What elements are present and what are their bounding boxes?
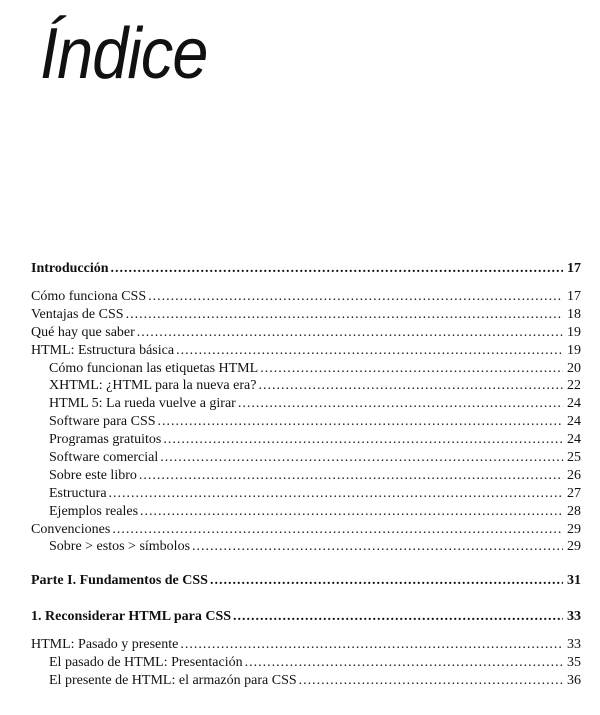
toc-entry-page: 29: [567, 539, 581, 555]
toc-entry-label: 1. Reconsiderar HTML para CSS: [31, 609, 232, 625]
dot-leader: [126, 306, 563, 324]
toc-entry-sobre-estos-simbolos: [31, 538, 581, 556]
dot-leader: [111, 258, 563, 280]
toc-entry-label: HTML: Pasado y presente: [31, 637, 179, 653]
toc-entry-page: 31: [567, 573, 581, 589]
toc-entry-page: 24: [567, 432, 581, 448]
toc-entry-page: 33: [567, 637, 581, 653]
toc-entry-label: Introducción: [31, 261, 109, 276]
toc-entry-label: El pasado de HTML: Presentación: [49, 655, 243, 671]
toc-entry-ventajas-de-css: [31, 306, 581, 324]
toc-entry-presente-de-html: [31, 672, 581, 690]
toc-entry-introduccion: [31, 258, 581, 280]
toc-entry-page: 25: [567, 450, 581, 466]
toc-entry-que-hay-que-saber: [31, 324, 581, 342]
toc-entry-label: Parte I. Fundamentos de CSS: [31, 573, 208, 589]
toc-entry-page: 19: [567, 324, 581, 340]
dot-leader: [233, 606, 563, 628]
toc-entry-ejemplos-reales: [31, 503, 581, 521]
toc-entry-label: Software para CSS: [49, 414, 156, 430]
dot-leader: [180, 636, 563, 654]
toc-entry-como-funcionan-las-etiquetas: [31, 360, 581, 378]
dot-leader: [139, 467, 563, 485]
toc-entry-label: El presente de HTML: el armazón para CSS: [49, 673, 297, 689]
dot-leader: [140, 503, 563, 521]
table-of-contents: [31, 258, 581, 690]
dot-leader: [260, 360, 563, 378]
toc-entry-sobre-este-libro: [31, 467, 581, 485]
toc-entry-page: 27: [567, 485, 581, 501]
toc-entry-label: Estructura: [49, 485, 107, 501]
dot-leader: [238, 395, 563, 413]
toc-entry-convenciones: [31, 521, 581, 539]
dot-leader: [112, 521, 563, 539]
dot-leader: [210, 570, 563, 592]
dot-leader: [148, 288, 563, 306]
toc-entry-label: Qué hay que saber: [31, 324, 135, 340]
dot-leader: [109, 485, 563, 503]
toc-entry-label: Programas gratuitos: [49, 432, 162, 448]
toc-entry-page: 17: [567, 261, 581, 276]
toc-entry-label: Ejemplos reales: [49, 503, 139, 519]
toc-entry-page: 24: [567, 396, 581, 412]
toc-entry-parte-i: [31, 570, 581, 592]
toc-entry-html5: [31, 395, 581, 413]
toc-entry-page: 29: [567, 521, 581, 537]
toc-entry-page: 19: [567, 342, 581, 358]
toc-entry-label: XHTML: ¿HTML para la nueva era?: [49, 378, 257, 394]
toc-entry-capitulo-1: [31, 606, 581, 628]
dot-leader: [258, 377, 563, 395]
toc-entry-label: Convenciones: [31, 521, 111, 537]
dot-leader: [137, 324, 563, 342]
toc-entry-label: Sobre este libro: [49, 467, 137, 483]
toc-entry-page: 26: [567, 467, 581, 483]
toc-entry-label: HTML: Estructura básica: [31, 342, 175, 358]
dot-leader: [163, 431, 563, 449]
toc-entry-page: 18: [567, 306, 581, 322]
toc-entry-html-pasado-y-presente: [31, 636, 581, 654]
toc-entry-page: 17: [567, 289, 581, 304]
toc-entry-page: 24: [567, 414, 581, 430]
toc-entry-page: 28: [567, 503, 581, 519]
dot-leader: [245, 654, 563, 672]
toc-entry-label: Sobre > estos > símbolos: [49, 539, 191, 555]
toc-entry-xhtml: [31, 377, 581, 395]
toc-entry-label: Cómo funcionan las etiquetas HTML: [49, 360, 259, 376]
dot-leader: [192, 538, 563, 556]
toc-entry-label: HTML 5: La rueda vuelve a girar: [49, 396, 236, 412]
toc-entry-label: Cómo funciona CSS: [31, 289, 147, 304]
dot-leader: [160, 449, 563, 467]
toc-entry-estructura: [31, 485, 581, 503]
toc-entry-label: Ventajas de CSS: [31, 306, 124, 322]
toc-entry-page: 22: [567, 378, 581, 394]
toc-entry-page: 35: [567, 655, 581, 671]
toc-entry-page: 33: [567, 609, 581, 625]
toc-entry-html-estructura-basica: [31, 342, 581, 360]
toc-entry-software-comercial: [31, 449, 581, 467]
page-title: Índice: [40, 14, 208, 94]
toc-entry-programas-gratuitos: [31, 431, 581, 449]
toc-entry-label: Software comercial: [49, 450, 159, 466]
toc-entry-page: 20: [567, 360, 581, 376]
toc-entry-pasado-de-html: [31, 654, 581, 672]
dot-leader: [176, 342, 563, 360]
toc-entry-software-para-css: [31, 413, 581, 431]
toc-entry-page: 36: [567, 673, 581, 689]
toc-entry-como-funciona-css: [31, 288, 581, 306]
dot-leader: [299, 672, 563, 690]
dot-leader: [158, 413, 563, 431]
